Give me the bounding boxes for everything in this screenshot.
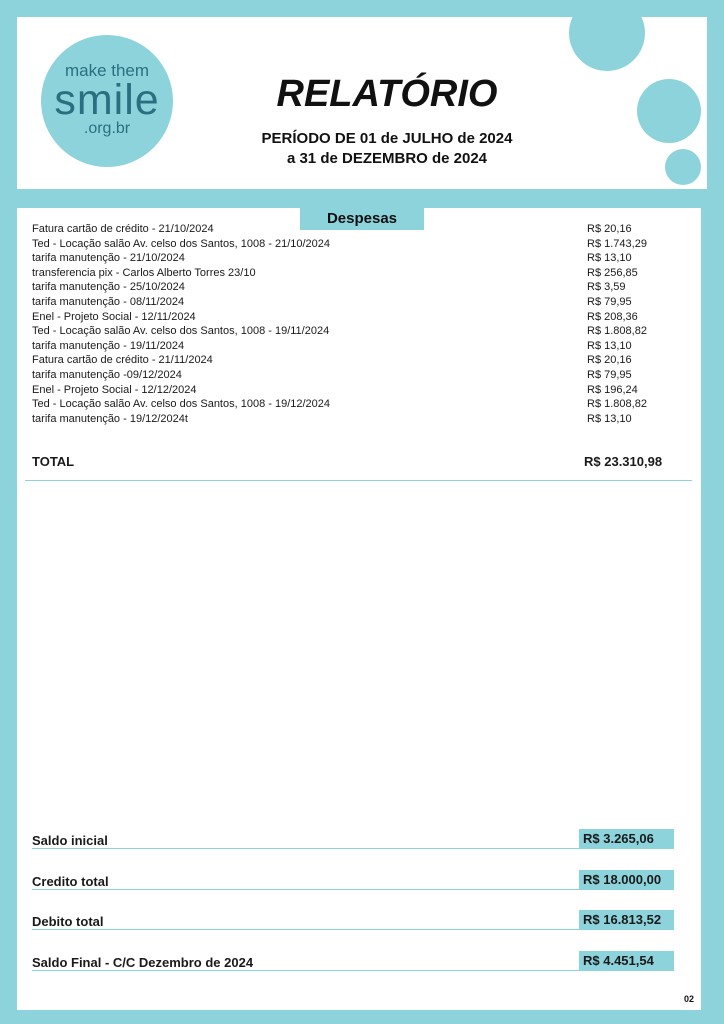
- expense-amount: R$ 13,10: [587, 252, 632, 265]
- expense-amount: R$ 196,24: [587, 383, 638, 396]
- expense-description: Enel - Projeto Social - 12/11/2024: [32, 310, 196, 323]
- total-label: TOTAL: [32, 454, 75, 469]
- summary-value: R$ 16.813,52: [579, 910, 674, 929]
- summary-label: Saldo Final - C/C Dezembro de 2024: [32, 955, 254, 970]
- expense-description: tarifa manutenção -09/12/2024: [32, 368, 182, 381]
- report-title: RELATÓRIO: [276, 73, 498, 115]
- expense-row: [32, 397, 672, 412]
- expense-amount: R$ 256,85: [587, 266, 638, 279]
- expense-amount: R$ 208,36: [587, 310, 638, 323]
- expense-amount: R$ 20,16: [587, 354, 632, 367]
- expense-description: Ted - Locação salão Av. celso dos Santos, 1008 - 21/10/2024: [32, 237, 331, 250]
- expense-description: tarifa manutenção - 08/11/2024: [32, 295, 185, 308]
- expense-amount: R$ 3,59: [587, 281, 626, 294]
- expense-row: [32, 266, 672, 281]
- decorative-circle-small: [665, 149, 701, 185]
- summary-value: R$ 3.265,06: [579, 829, 674, 848]
- report-header: [17, 17, 707, 189]
- expense-description: tarifa manutenção - 19/12/2024t: [32, 412, 188, 425]
- summary-divider: [32, 970, 674, 971]
- make-them-smile-logo: [41, 35, 173, 167]
- total-value: R$ 23.310,98: [584, 454, 663, 469]
- total-divider: [25, 480, 692, 481]
- expense-row: [32, 280, 672, 295]
- expense-row: [32, 383, 672, 398]
- summary-divider: [32, 848, 674, 849]
- expense-description: tarifa manutenção - 21/10/2024: [32, 252, 185, 265]
- period-line-2: a 31 de DEZEMBRO de 2024: [286, 150, 488, 167]
- expense-description: transferencia pix - Carlos Alberto Torres 23/10: [32, 266, 256, 279]
- expense-amount: R$ 1.808,82: [587, 325, 647, 338]
- summary-row-saldo-final: [32, 951, 674, 973]
- expenses-list: [32, 222, 672, 426]
- report-body: [17, 208, 701, 1010]
- expense-amount: R$ 13,10: [587, 412, 632, 425]
- expense-description: tarifa manutenção - 25/10/2024: [32, 281, 185, 294]
- expense-row: [32, 310, 672, 325]
- summary-value: R$ 18.000,00: [579, 870, 674, 889]
- summary-label: Credito total: [32, 874, 109, 889]
- decorative-circle-large: [569, 17, 645, 71]
- expense-description: Ted - Locação salão Av. celso dos Santos, 1008 - 19/12/2024: [32, 398, 331, 411]
- expense-row: [32, 412, 672, 427]
- decorative-circle-medium: [637, 79, 701, 143]
- period-line-1: PERÍODO DE 01 de JULHO de 2024: [261, 130, 513, 147]
- logo-line-1: make them: [64, 60, 150, 80]
- expense-amount: R$ 79,95: [587, 368, 632, 381]
- logo-line-3: .org.br: [83, 119, 131, 137]
- expense-amount: R$ 13,10: [587, 339, 632, 352]
- summary-value: R$ 4.451,54: [579, 951, 674, 970]
- expense-description: Fatura cartão de crédito - 21/10/2024: [32, 223, 214, 235]
- expense-description: Fatura cartão de crédito - 21/11/2024: [32, 354, 213, 367]
- summary-label: Debito total: [32, 914, 104, 929]
- expense-row: [32, 251, 672, 266]
- expense-row: [32, 339, 672, 354]
- expense-description: Enel - Projeto Social - 12/12/2024: [32, 383, 197, 396]
- expenses-section-label: Despesas: [300, 208, 424, 230]
- summary-divider: [32, 889, 674, 890]
- summary-row-credito-total: [32, 870, 674, 892]
- expense-row: [32, 324, 672, 339]
- expense-amount: R$ 79,95: [587, 295, 632, 308]
- expense-row: [32, 353, 672, 368]
- expense-row: [32, 368, 672, 383]
- summary-row-debito-total: [32, 910, 674, 932]
- summary-divider: [32, 929, 674, 930]
- summary-label: Saldo inicial: [32, 833, 108, 848]
- summary-row-saldo-inicial: [32, 829, 674, 851]
- expense-amount: R$ 20,16: [587, 223, 632, 235]
- expense-row: [32, 237, 672, 252]
- expense-amount: R$ 1.808,82: [587, 398, 647, 411]
- expense-row: [32, 295, 672, 310]
- logo-line-2: smile: [54, 75, 160, 124]
- expense-row: [32, 222, 672, 237]
- expense-description: Ted - Locação salão Av. celso dos Santos, 1008 - 19/11/2024: [32, 325, 330, 338]
- page-number: 02: [684, 994, 695, 1004]
- expense-amount: R$ 1.743,29: [587, 237, 647, 250]
- expense-description: tarifa manutenção - 19/11/2024: [32, 339, 185, 352]
- report-period: [207, 129, 567, 169]
